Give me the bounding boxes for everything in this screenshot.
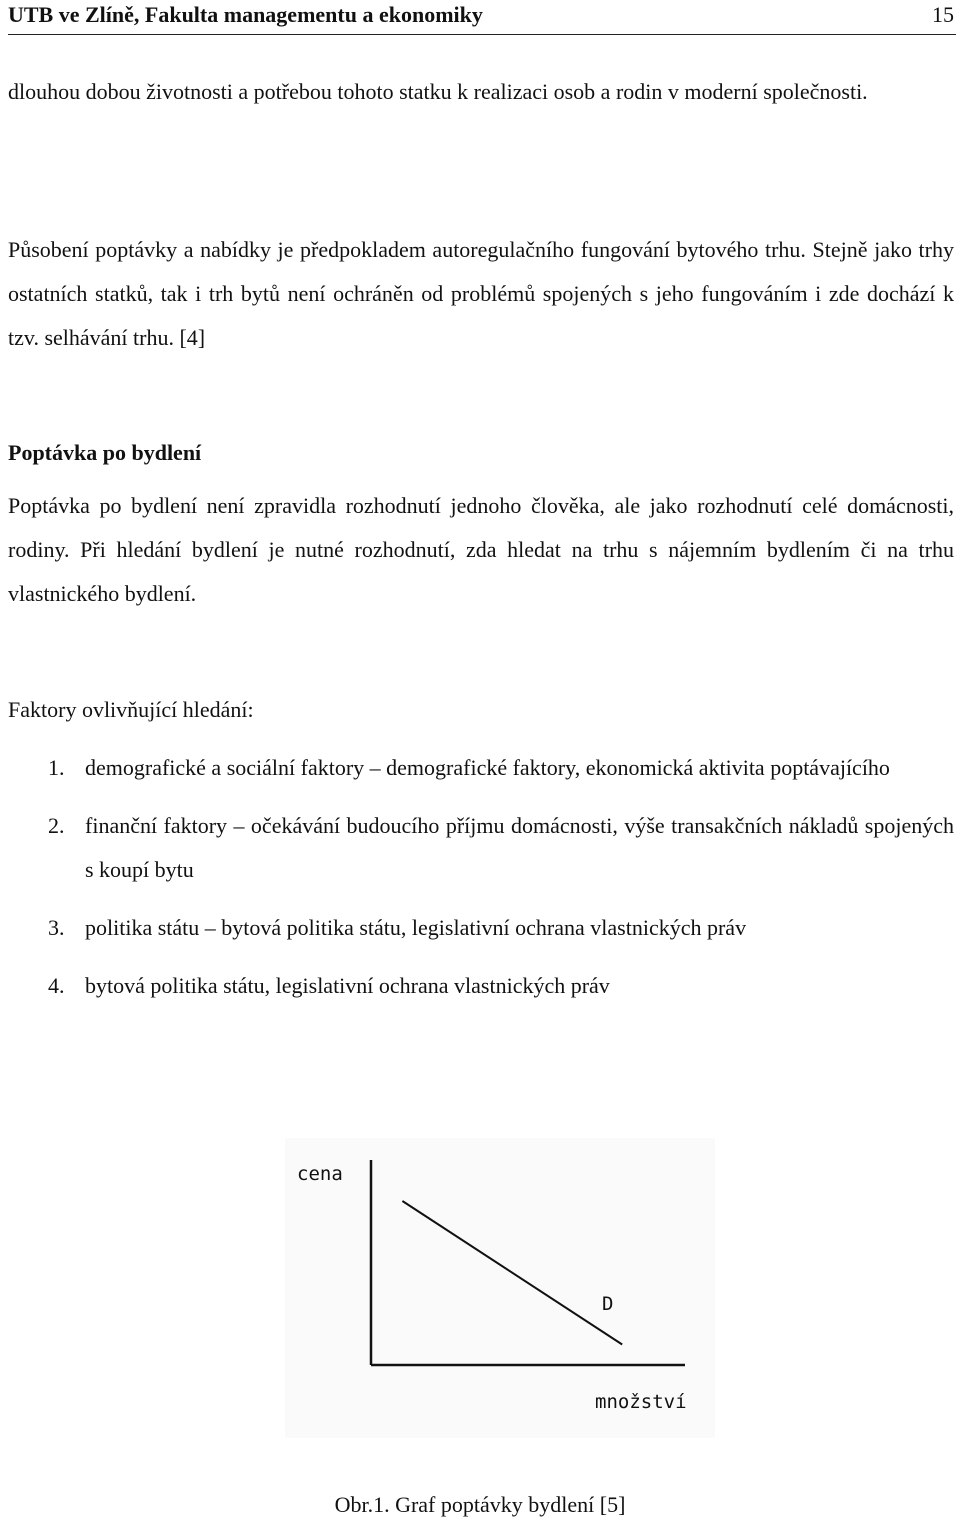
section-heading: Poptávka po bydlení [8, 440, 202, 465]
list-item [8, 964, 954, 1008]
factors-label: Faktory ovlivňující hledání: [8, 697, 254, 722]
list-item [8, 746, 954, 790]
list-text: politika státu – bytová politika státu, legislativní ochrana vlastnických práv [85, 915, 747, 940]
list-number: 3. [48, 915, 65, 940]
header-title: UTB ve Zlíně, Fakulta managementu a ekonomiky [8, 2, 483, 27]
list-text: finanční faktory – očekávání budoucího příjmu domácnosti, výše transakčních nákladů spojených s koupí bytu [85, 813, 954, 882]
page-header [8, 0, 956, 35]
demand-curve-D [402, 1201, 622, 1345]
curve-label-D: D [602, 1293, 614, 1315]
paragraph-market: Působení poptávky a nabídky je předpokladem autoregulačního fungování bytového trhu. Stejně jako trhy ostatních statků, tak i trh bytů není ochráněn od problémů spojených s jeho fungováním i zde dochází k tzv. selhávání trhu. [4] [8, 237, 954, 350]
list-text: bytová politika státu, legislativní ochrana vlastnických práv [85, 973, 610, 998]
list-number: 1. [48, 755, 65, 780]
list-item [8, 804, 954, 892]
figure-caption: Obr.1. Graf poptávky bydlení [5] [334, 1492, 626, 1517]
list-item [8, 906, 954, 950]
y-axis-label: cena [297, 1163, 343, 1185]
demand-chart-svg [285, 1138, 715, 1438]
paragraph-intro: dlouhou dobou životnosti a potřebou tohoto statku k realizaci osob a rodin v moderní společnosti. [8, 79, 868, 104]
list-number: 4. [48, 973, 65, 998]
x-axis-label: množství [595, 1391, 687, 1413]
demand-chart [285, 1138, 715, 1438]
list-text: demografické a sociální faktory – demografické faktory, ekonomická aktivita poptávajícího [85, 755, 890, 780]
list-number: 2. [48, 813, 65, 838]
page-number: 15 [932, 2, 954, 27]
section-body: Poptávka po bydlení není zpravidla rozhodnutí jednoho člověka, ale jako rozhodnutí celé domácnosti, rodiny. Při hledání bydlení je nutné rozhodnutí, zda hledat na trhu s nájemním bydlením či na trhu vlastnického bydlení. [8, 493, 954, 606]
factors-list [8, 746, 954, 1022]
